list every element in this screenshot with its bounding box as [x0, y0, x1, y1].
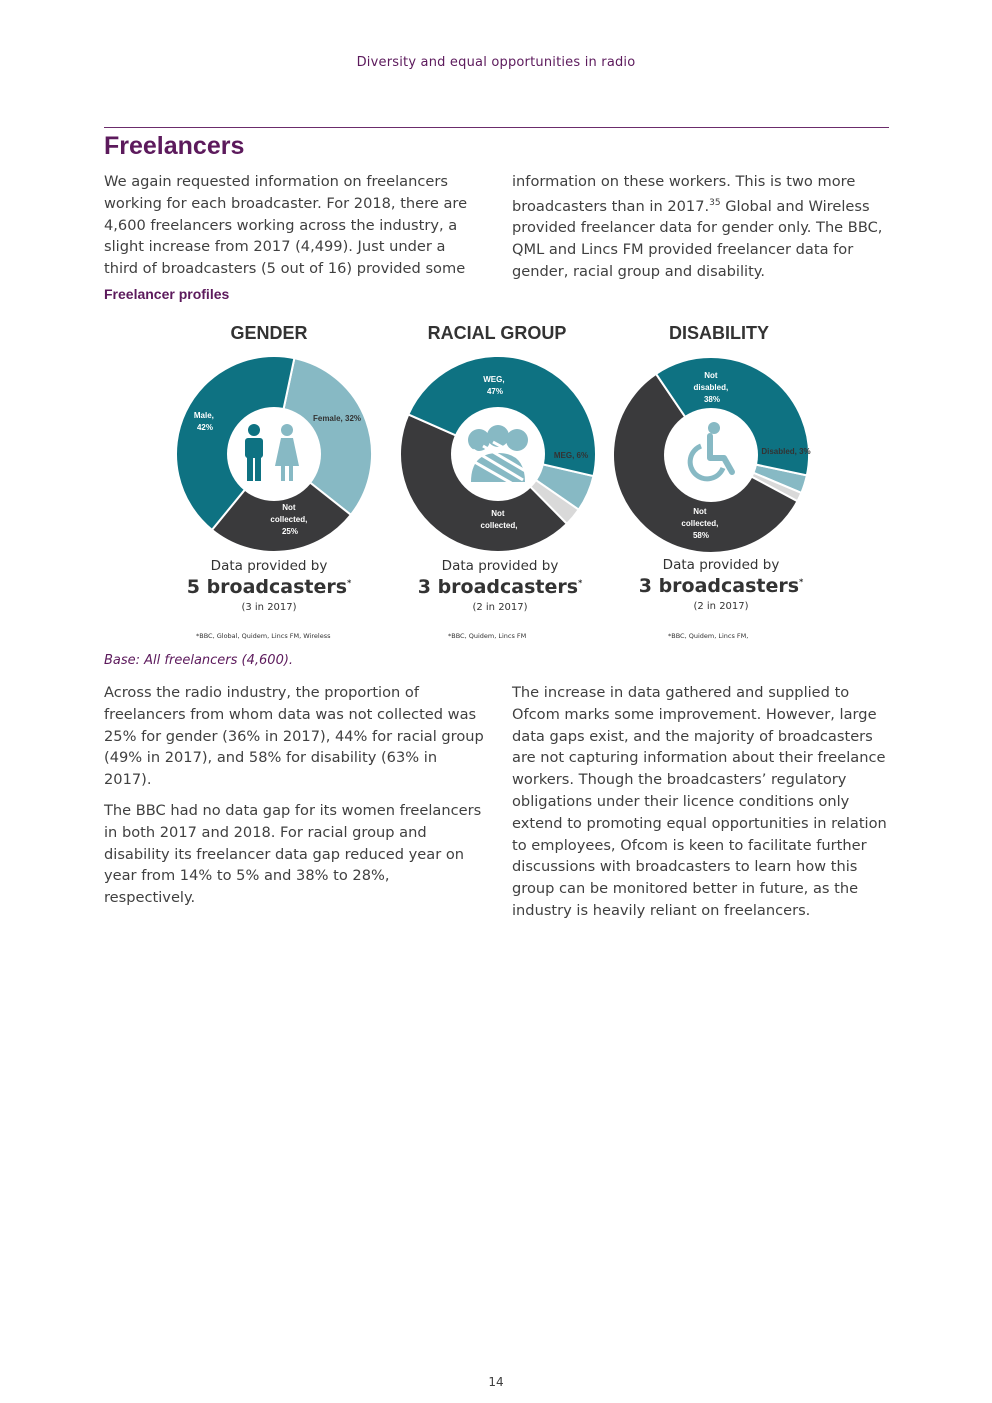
caption-star: *	[578, 578, 583, 588]
gender-caption	[159, 558, 379, 613]
body-right-column	[512, 682, 892, 931]
gender-footnote: *BBC, Global, Quidem, Lincs FM, Wireless	[196, 632, 331, 640]
body-right-paragraph: The increase in data gathered and supplied to Ofcom marks some improvement. However, large data gaps exist, and the majority of broadcasters are not capturing information about their freelance workers. Though the broadcasters’ regulatory obligations under their licence conditions only extend to promoting equal opportunities in relation to employees, Ofcom is keen to facilitate further discussions with broadcasters to learn how this group can be monitored better in future, as the industry is heavily reliant on freelancers.	[512, 684, 887, 919]
slice-label-not-disabled-line3: 38%	[703, 395, 721, 404]
racial-group-caption	[390, 558, 610, 613]
intro-right-column	[512, 171, 892, 292]
slice-label-not-disabled-line1: Not	[704, 371, 718, 380]
caption-line2: 3 broadcasters	[417, 576, 579, 598]
page-header: Diversity and equal opportunities in radio	[356, 55, 636, 70]
gender-donut-chart	[170, 350, 378, 560]
chart-title-disability: DISABILITY	[668, 323, 769, 343]
chart-title-racial-group: RACIAL GROUP	[427, 323, 567, 343]
slice-label-not-collected-line1: Not	[693, 507, 707, 516]
base-note: Base: All freelancers (4,600).	[104, 653, 294, 668]
slice-label-male-line1: Male,	[193, 411, 214, 420]
slice-label-male-line2: 42%	[196, 423, 214, 432]
intro-left-text: We again requested information on freelancers working for each broadcaster. For 2018, there are 4,600 freelancers working across the industry, a slight increase from 2017 (4,499). Just under a third of broadcasters (5 out of 16) provided some	[104, 173, 468, 278]
caption-count	[159, 576, 379, 598]
caption-line3: (2 in 2017)	[472, 602, 528, 613]
slice-label-not-collected-line3: 25%	[281, 527, 299, 536]
slice-label-not-disabled-line2: disabled,	[693, 383, 729, 392]
caption-line3: (2 in 2017)	[693, 601, 749, 612]
caption-line1: Data provided by	[210, 558, 328, 574]
caption-count	[390, 576, 610, 598]
caption-line1: Data provided by	[662, 557, 780, 573]
slice-label-female: Female, 32%	[312, 414, 362, 423]
caption-count	[611, 575, 831, 597]
section-rule	[104, 127, 889, 128]
intro-right-paragraph	[512, 171, 892, 283]
racial-group-donut-chart	[393, 350, 603, 560]
slice-label-weg-line1: WEG,	[483, 375, 505, 384]
caption-line2: 3 broadcasters	[638, 575, 800, 597]
donut-hole	[227, 407, 321, 501]
slice-label-not-collected-line2: collected,	[270, 515, 308, 524]
slice-label-meg: MEG, 6%	[553, 451, 589, 460]
section-title: Freelancers	[104, 132, 245, 160]
body-left-paragraph-2: The BBC had no data gap for its women freelancers in both 2017 and 2018. For racial group and disability its freelancer data gap reduced year on year from 14% to 5% and 38% to 28%, respectively.	[104, 801, 482, 907]
caption-line2: 5 broadcasters	[186, 576, 348, 598]
slice-label-not-collected-line2: collected,	[681, 519, 719, 528]
disability-donut-chart	[610, 350, 820, 560]
disability-caption	[611, 557, 831, 612]
disability-footnote: *BBC, Quidem, Lincs FM,	[668, 632, 749, 640]
slice-label-not-collected-line2: collected,	[480, 521, 518, 530]
caption-line3: (3 in 2017)	[241, 602, 297, 613]
slice-label-disabled: Disabled, 3%	[761, 447, 811, 456]
slice-label-weg-line2: 47%	[486, 387, 504, 396]
footnote-ref: 35	[709, 197, 721, 208]
body-left-paragraph-1: Across the radio industry, the proportion of freelancers from whom data was not collected was 25% for gender (36% in 2017), 44% for racial group (49% in 2017), and 58% for disability (63% in 2017).	[104, 684, 484, 789]
chart-title-gender: GENDER	[230, 323, 308, 343]
body-left-column	[104, 682, 484, 918]
intro-left-column	[104, 171, 479, 289]
page-number: 14	[488, 1375, 504, 1389]
caption-line1: Data provided by	[441, 558, 559, 574]
slice-label-not-collected-line1: Not	[282, 503, 296, 512]
intro-right-text-b: Global and Wireless provided freelancer data for gender only. The BBC, QML and Lincs FM provided freelancer data for gender, racial group and disability.	[512, 197, 883, 281]
racial-group-footnote: *BBC, Quidem, Lincs FM	[448, 632, 527, 640]
caption-star: *	[347, 578, 352, 588]
slice-label-not-collected-line3: 58%	[692, 531, 710, 540]
chart-subheading: Freelancer profiles	[104, 286, 230, 302]
slice-label-not-collected-line1: Not	[491, 509, 505, 518]
caption-star: *	[799, 577, 804, 587]
intro-right-text-a: information on these workers. This is two more broadcasters than in 2017.	[512, 173, 856, 215]
